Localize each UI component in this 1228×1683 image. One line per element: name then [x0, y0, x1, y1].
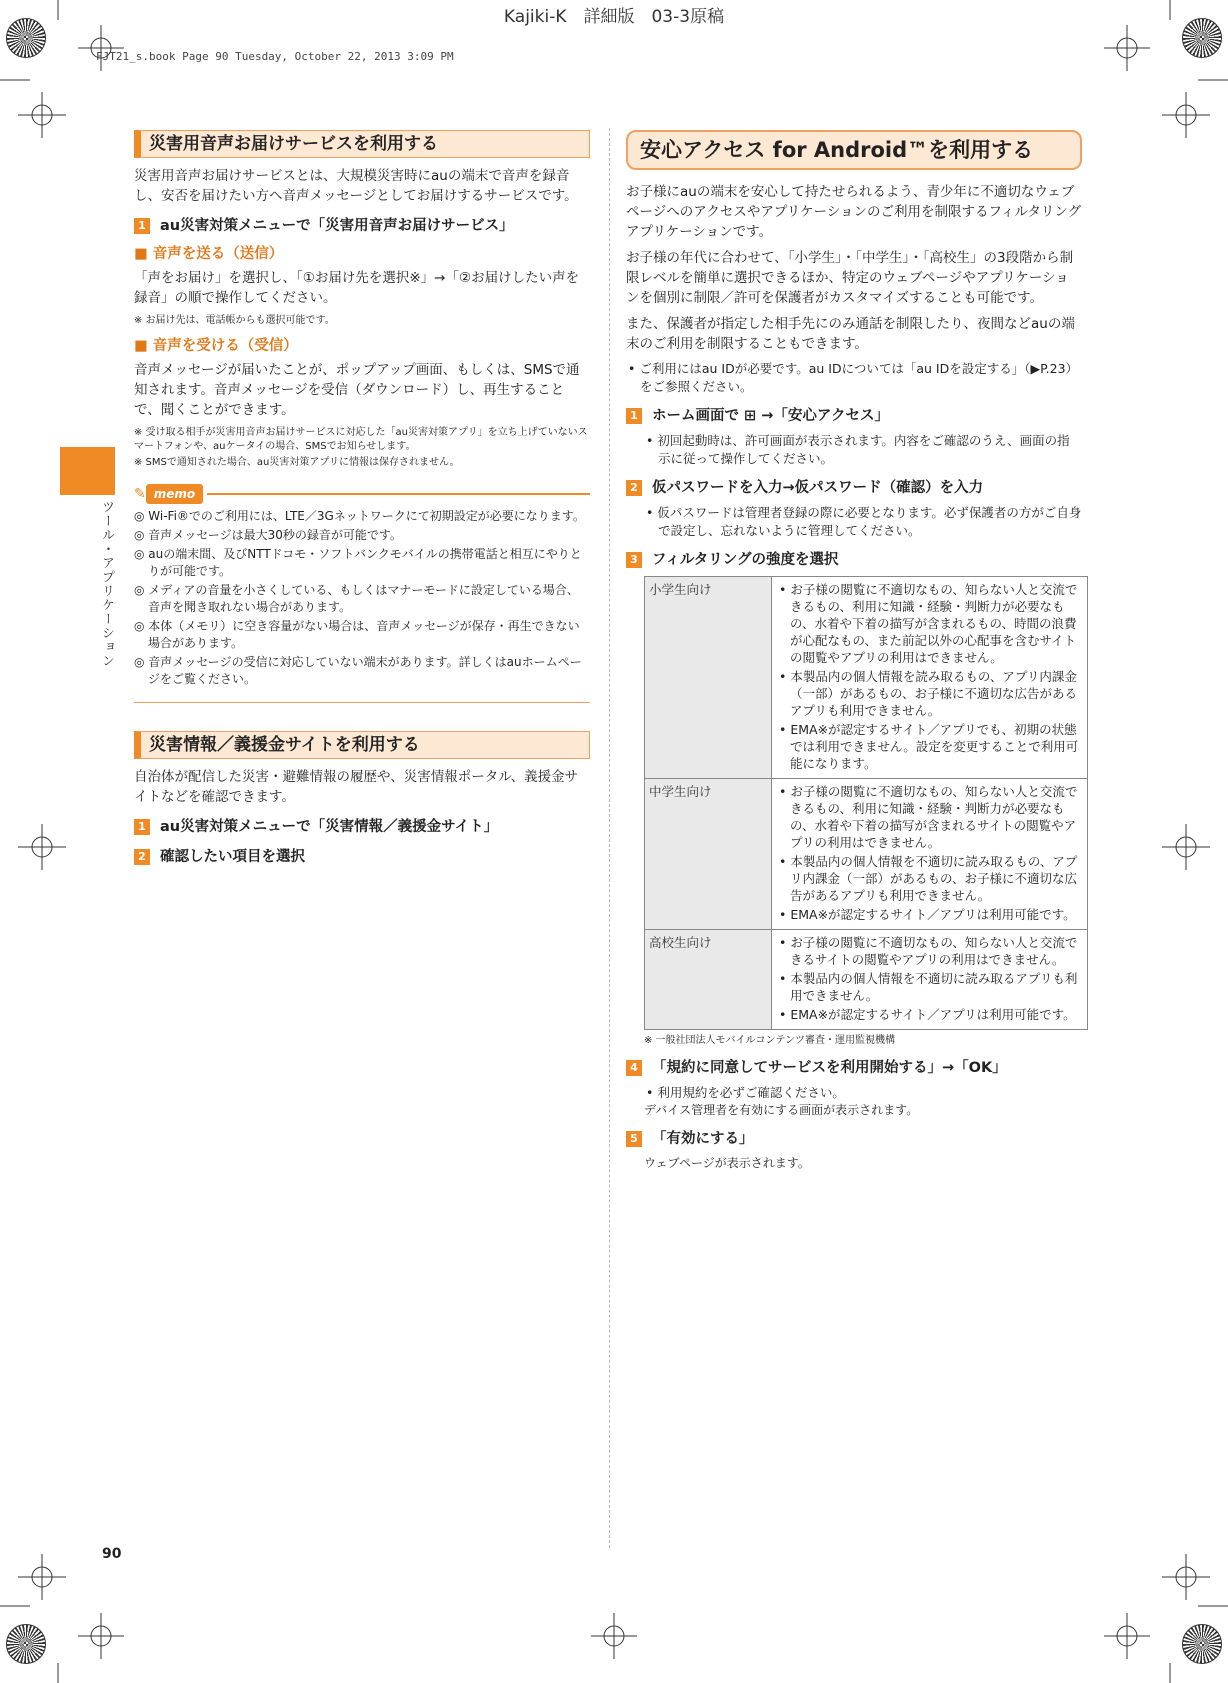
step-number: 2 [134, 849, 150, 865]
step-text: au災害対策メニューで「災害用音声お届けサービス」 [160, 218, 514, 234]
receive-voice-text: 音声メッセージが届いたことが、ポップアップ画面、もしくは、SMSで通知されます。音声メッセージを受信（ダウンロード）し、再生することで、聞くことができます。 [134, 362, 580, 418]
send-voice-heading: ■ 音声を送る（送信） [134, 246, 284, 262]
right-column [626, 130, 1082, 1172]
step-2-note: • 仮パスワードは管理者登録の際に必要となります。必ず保護者の方がご自身で設定し、忘れないように管理してください。 [646, 505, 1082, 538]
step-1-note: • 初回起動時は、許可画面が表示されます。内容をご確認のうえ、画面の指示に従って操作してください。 [646, 433, 1070, 466]
chapter-side-label: ツール・アプリケーション [99, 500, 114, 668]
level-item: • 本製品内の個人情報を読み取るもの、アプリ内課金（一部）があるもの、お子様に不適切な広告があるアプリも利用できません。 [779, 669, 1078, 718]
voice-step-1 [134, 216, 590, 236]
send-voice-text: 「声をお届け」を選択し、「①お届け先を選択※」→「②お届けしたい声を録音」の順で操作してください。 [134, 270, 580, 306]
disaster-info-intro: 自治体が配信した災害・避難情報の履歴や、災害情報ポータル、義援金サイトなどを確認できます。 [134, 769, 579, 805]
memo-header [134, 484, 590, 504]
level-label: 小学生向け [645, 577, 772, 779]
table-row [645, 930, 1088, 1030]
voice-delivery-intro: 災害用音声お届けサービスとは、大規模災害時にauの端末で音声を録音し、安否を届けたい方へ音声メッセージとしてお届けするサービスです。 [134, 168, 578, 204]
disaster-step-1 [134, 817, 590, 837]
level-item: • EMA※が認定するサイト／アプリは利用可能です。 [779, 1007, 1076, 1022]
section-title-safe-access: 安心アクセス for Android™を利用する [626, 130, 1082, 170]
left-column [134, 130, 590, 873]
filtering-level-table [644, 576, 1088, 1030]
section-rule [134, 702, 590, 703]
memo-item: ◎ 本体（メモリ）に空き容量がない場合は、音声メッセージが保存・再生できない場合があります。 [134, 619, 580, 650]
step-4-note: • 利用規約を必ずご確認ください。 [646, 1085, 845, 1100]
receive-voice-heading: ■ 音声を受ける（受信） [134, 338, 298, 354]
au-id-bullet: • ご利用にはau IDが必要です。au IDについては「au IDを設定する」（▶P.23）をご参照ください。 [628, 361, 1079, 394]
level-item: • EMA※が認定するサイト／アプリでも、初期の状態では利用できません。設定を変更することで利用可能になります。 [779, 722, 1079, 771]
step-text: フィルタリングの強度を選択 [652, 552, 839, 568]
step-number: 5 [626, 1131, 642, 1147]
step-number: 1 [626, 408, 642, 424]
level-description [772, 577, 1088, 779]
level-item: • 本製品内の個人情報を不適切に読み取るもの、アプリ内課金（一部）があるもの、お子様に不適切な広告があるアプリも利用できません。 [779, 854, 1078, 903]
safe-access-p2: お子様の年代に合わせて、「小学生」・「中学生」・「高校生」の3段階から制限レベルを簡単に選択できるほか、特定のウェブページやアプリケーションを個別に制限／許可を保護者がカスタマイズすることも可能です。 [626, 250, 1074, 306]
step-text: 「有効にする」 [652, 1131, 754, 1147]
receive-voice-note-1: ※ 受け取る相手が災害用音声お届けサービスに対応した「au災害対策アプリ」を立ち上げていないスマートフォンや、auケータイの場合、SMSでお知らせします。 [134, 427, 588, 452]
step-text: 仮パスワードを入力→仮パスワード（確認）を入力 [652, 480, 984, 496]
memo-label: memo [146, 484, 203, 504]
step-text: au災害対策メニューで「災害情報／義援金サイト」 [160, 819, 499, 835]
safe-step-3 [626, 550, 1082, 570]
level-item: • 本製品内の個人情報を不適切に読み取るアプリも利用できません。 [779, 971, 1078, 1003]
send-voice-note: ※ お届け先は、電話帳からも選択可能です。 [134, 315, 335, 326]
safe-access-p1: お子様にauの端末を安心して持たせられるよう、青少年に不適切なウェブページへのアクセスやアプリケーションのご利用を制限するフィルタリングアプリケーションです。 [626, 184, 1082, 240]
level-item: • EMA※が認定するサイト／アプリは利用可能です。 [779, 907, 1076, 922]
level-description [772, 779, 1088, 930]
step-number: 1 [134, 218, 150, 234]
table-row [645, 577, 1088, 779]
step-5-result: ウェブページが表示されます。 [644, 1156, 810, 1170]
receive-voice-note-2: ※ SMSで通知された場合、au災害対策アプリに情報は保存されません。 [134, 457, 460, 468]
step-text: ホーム画面で ⊞ →「安心アクセス」 [652, 408, 889, 424]
page-number: 90 [102, 1546, 122, 1562]
section-title-voice-delivery: 災害用音声お届けサービスを利用する [134, 130, 590, 158]
step-number: 2 [626, 480, 642, 496]
safe-step-4 [626, 1058, 1082, 1078]
step-4-result: デバイス管理者を有効にする画面が表示されます。 [644, 1103, 919, 1117]
step-number: 3 [626, 552, 642, 568]
memo-item: ◎ Wi-Fi®でのご利用には、LTE／3Gネットワークにて初期設定が必要になります。 [134, 509, 585, 523]
table-row [645, 779, 1088, 930]
safe-step-5 [626, 1129, 1082, 1149]
memo-item: ◎ 音声メッセージは最大30秒の録音が可能です。 [134, 528, 402, 542]
level-item: • お子様の閲覧に不適切なもの、知らない人と交流できるもの、利用に知識・経験・判断力が必要なもの、水着や下着の描写が含まれるサイトの閲覧やアプリの利用はできません。 [779, 784, 1078, 850]
section-title-disaster-info: 災害情報／義援金サイトを利用する [134, 731, 590, 759]
book-info-line: FJT21_s.book Page 90 Tuesday, October 22, 2013 3:09 PM [96, 50, 454, 63]
table-footnote: ※ 一般社団法人モバイルコンテンツ審査・運用監視機構 [644, 1035, 896, 1046]
level-description [772, 930, 1088, 1030]
level-item: • お子様の閲覧に不適切なもの、知らない人と交流できるもの、利用に知識・経験・判断力が必要なもの、水着や下着の描写が含まれるもの、時間の浪費が心配なもの、また前記以外の心配事を含むサイトの閲覧やアプリの利用はできません。 [779, 582, 1078, 665]
disaster-step-2 [134, 847, 590, 867]
memo-item: ◎ auの端末間、及びNTTドコモ・ソフトバンクモバイルの携帯電話と相互にやりとりが可能です。 [134, 547, 582, 578]
memo-rule [207, 493, 590, 495]
step-text: 確認したい項目を選択 [160, 849, 305, 865]
chapter-tab [60, 447, 115, 495]
safe-access-p3: また、保護者が指定した相手先にのみ通話を制限したり、夜間などauの端末のご利用を制限することもできます。 [626, 316, 1075, 352]
step-number: 4 [626, 1060, 642, 1076]
step-text: 「規約に同意してサービスを利用開始する」→「OK」 [652, 1060, 1007, 1076]
column-divider [609, 128, 610, 1548]
memo-item: ◎ メディアの音量を小さくしている、もしくはマナーモードに設定している場合、音声を聞き取れない場合があります。 [134, 583, 579, 614]
safe-step-1 [626, 406, 1082, 426]
pencil-icon: ✎ [134, 486, 146, 502]
memo-item: ◎ 音声メッセージの受信に対応していない端末があります。詳しくはauホームページをご覧ください。 [134, 655, 582, 686]
header-title: Kajiki-K 詳細版 03-3原稿 [503, 7, 725, 27]
level-item: • お子様の閲覧に不適切なもの、知らない人と交流できるサイトの閲覧やアプリの利用はできません。 [779, 935, 1078, 967]
level-label: 中学生向け [645, 779, 772, 930]
step-number: 1 [134, 819, 150, 835]
safe-step-2 [626, 478, 1082, 498]
level-label: 高校生向け [645, 930, 772, 1030]
